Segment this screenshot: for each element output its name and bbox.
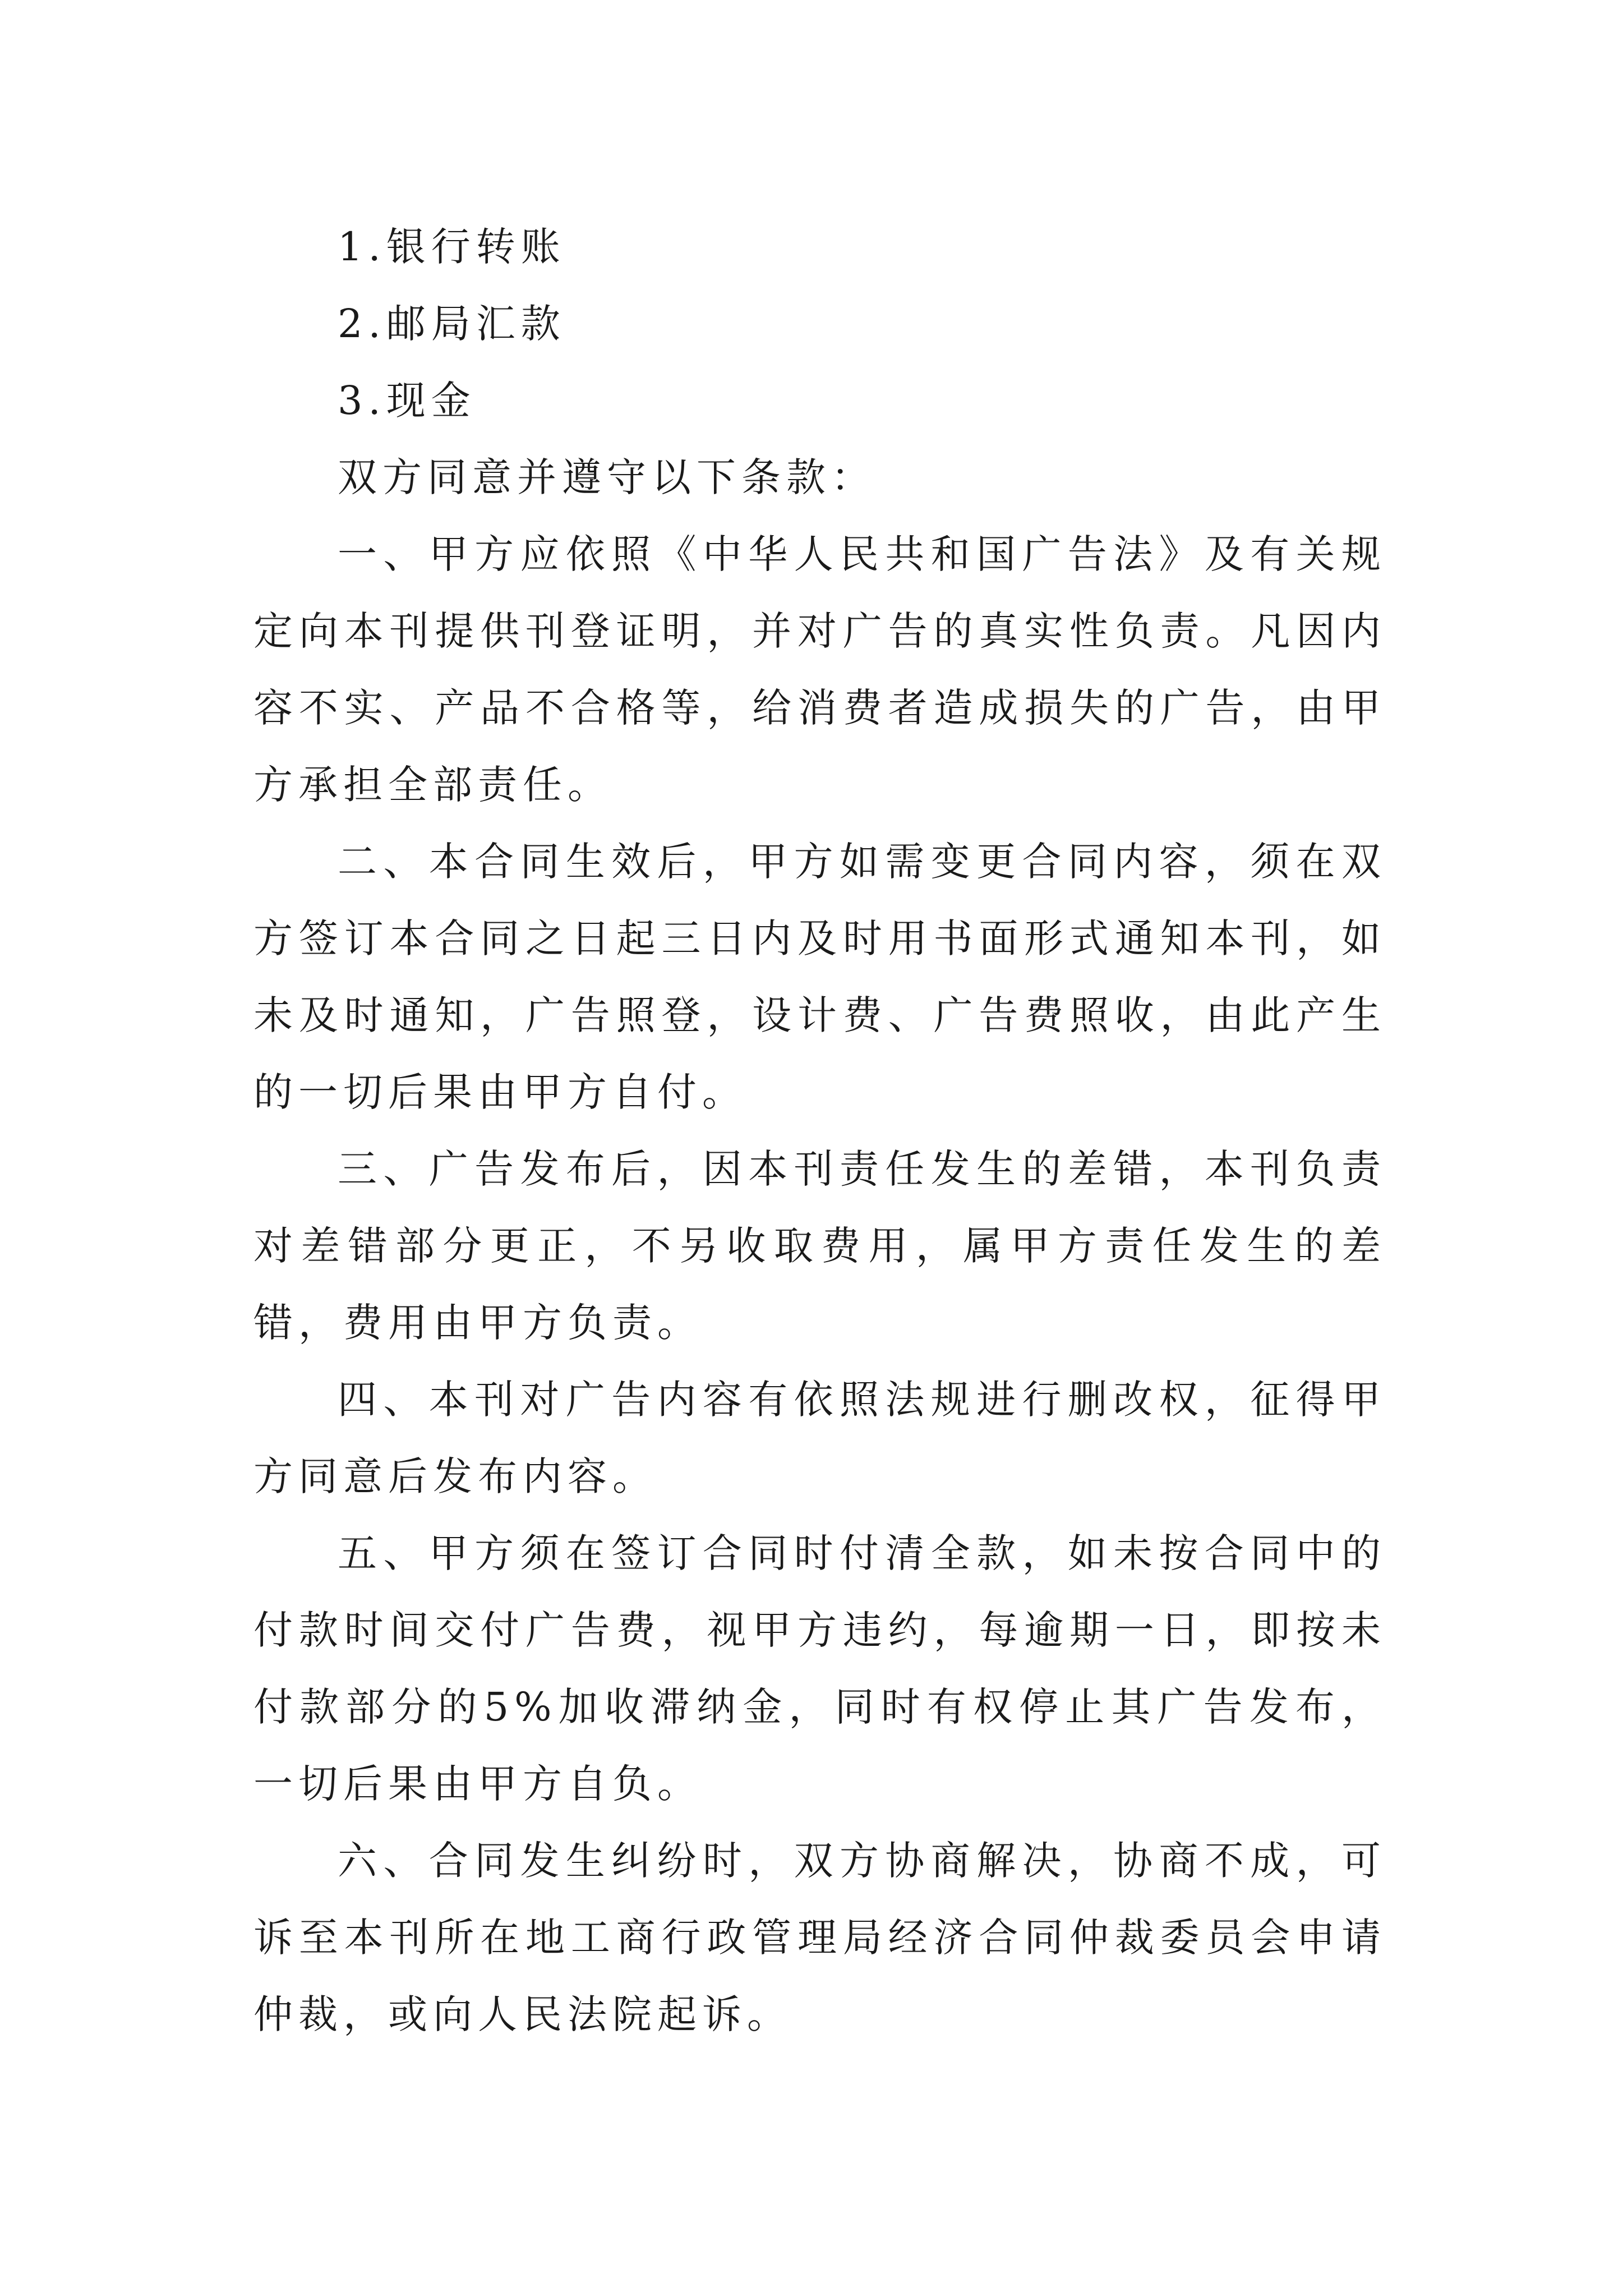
payment-method-cash: 3.现金: [338, 378, 476, 424]
terms-intro: 双方同意并遵守以下条款：: [338, 454, 876, 500]
payment-method-postal-remittance: 2.邮局汇款: [338, 301, 566, 347]
document-body: [253, 209, 1386, 2053]
clause-4: 四、本刊对广告内容有依照法规进行删改权，征得甲方同意后发布内容。: [253, 1377, 1386, 1499]
clause-2: 二、本合同生效后，甲方如需变更合同内容，须在双方签订本合同之日起三日内及时用书面形式通知本刊，如未及时通知，广告照登，设计费、广告费照收，由此产生的一切后果由甲方自付。: [253, 839, 1386, 1115]
clause-1: 一、甲方应依照《中华人民共和国广告法》及有关规定向本刊提供刊登证明，并对广告的真实性负责。凡因内容不实、产品不合格等，给消费者造成损失的广告，由甲方承担全部责任。: [253, 531, 1386, 808]
clause-6: 六、合同发生纠纷时，双方协商解决，协商不成，可诉至本刊所在地工商行政管理局经济合同仲裁委员会申请仲裁，或向人民法院起诉。: [253, 1838, 1386, 2037]
payment-method-bank-transfer: 1.银行转账: [338, 224, 566, 270]
clause-5: 五、甲方须在签订合同时付清全款，如未按合同中的付款时间交付广告费，视甲方违约，每逾期一日，即按未付款部分的5%加收滞纳金，同时有权停止其广告发布，一切后果由甲方自负。: [253, 1530, 1386, 1807]
clause-3: 三、广告发布后，因本刊责任发生的差错，本刊负责对差错部分更正，不另收取费用，属甲方责任发生的差错，费用由甲方负责。: [253, 1146, 1386, 1346]
